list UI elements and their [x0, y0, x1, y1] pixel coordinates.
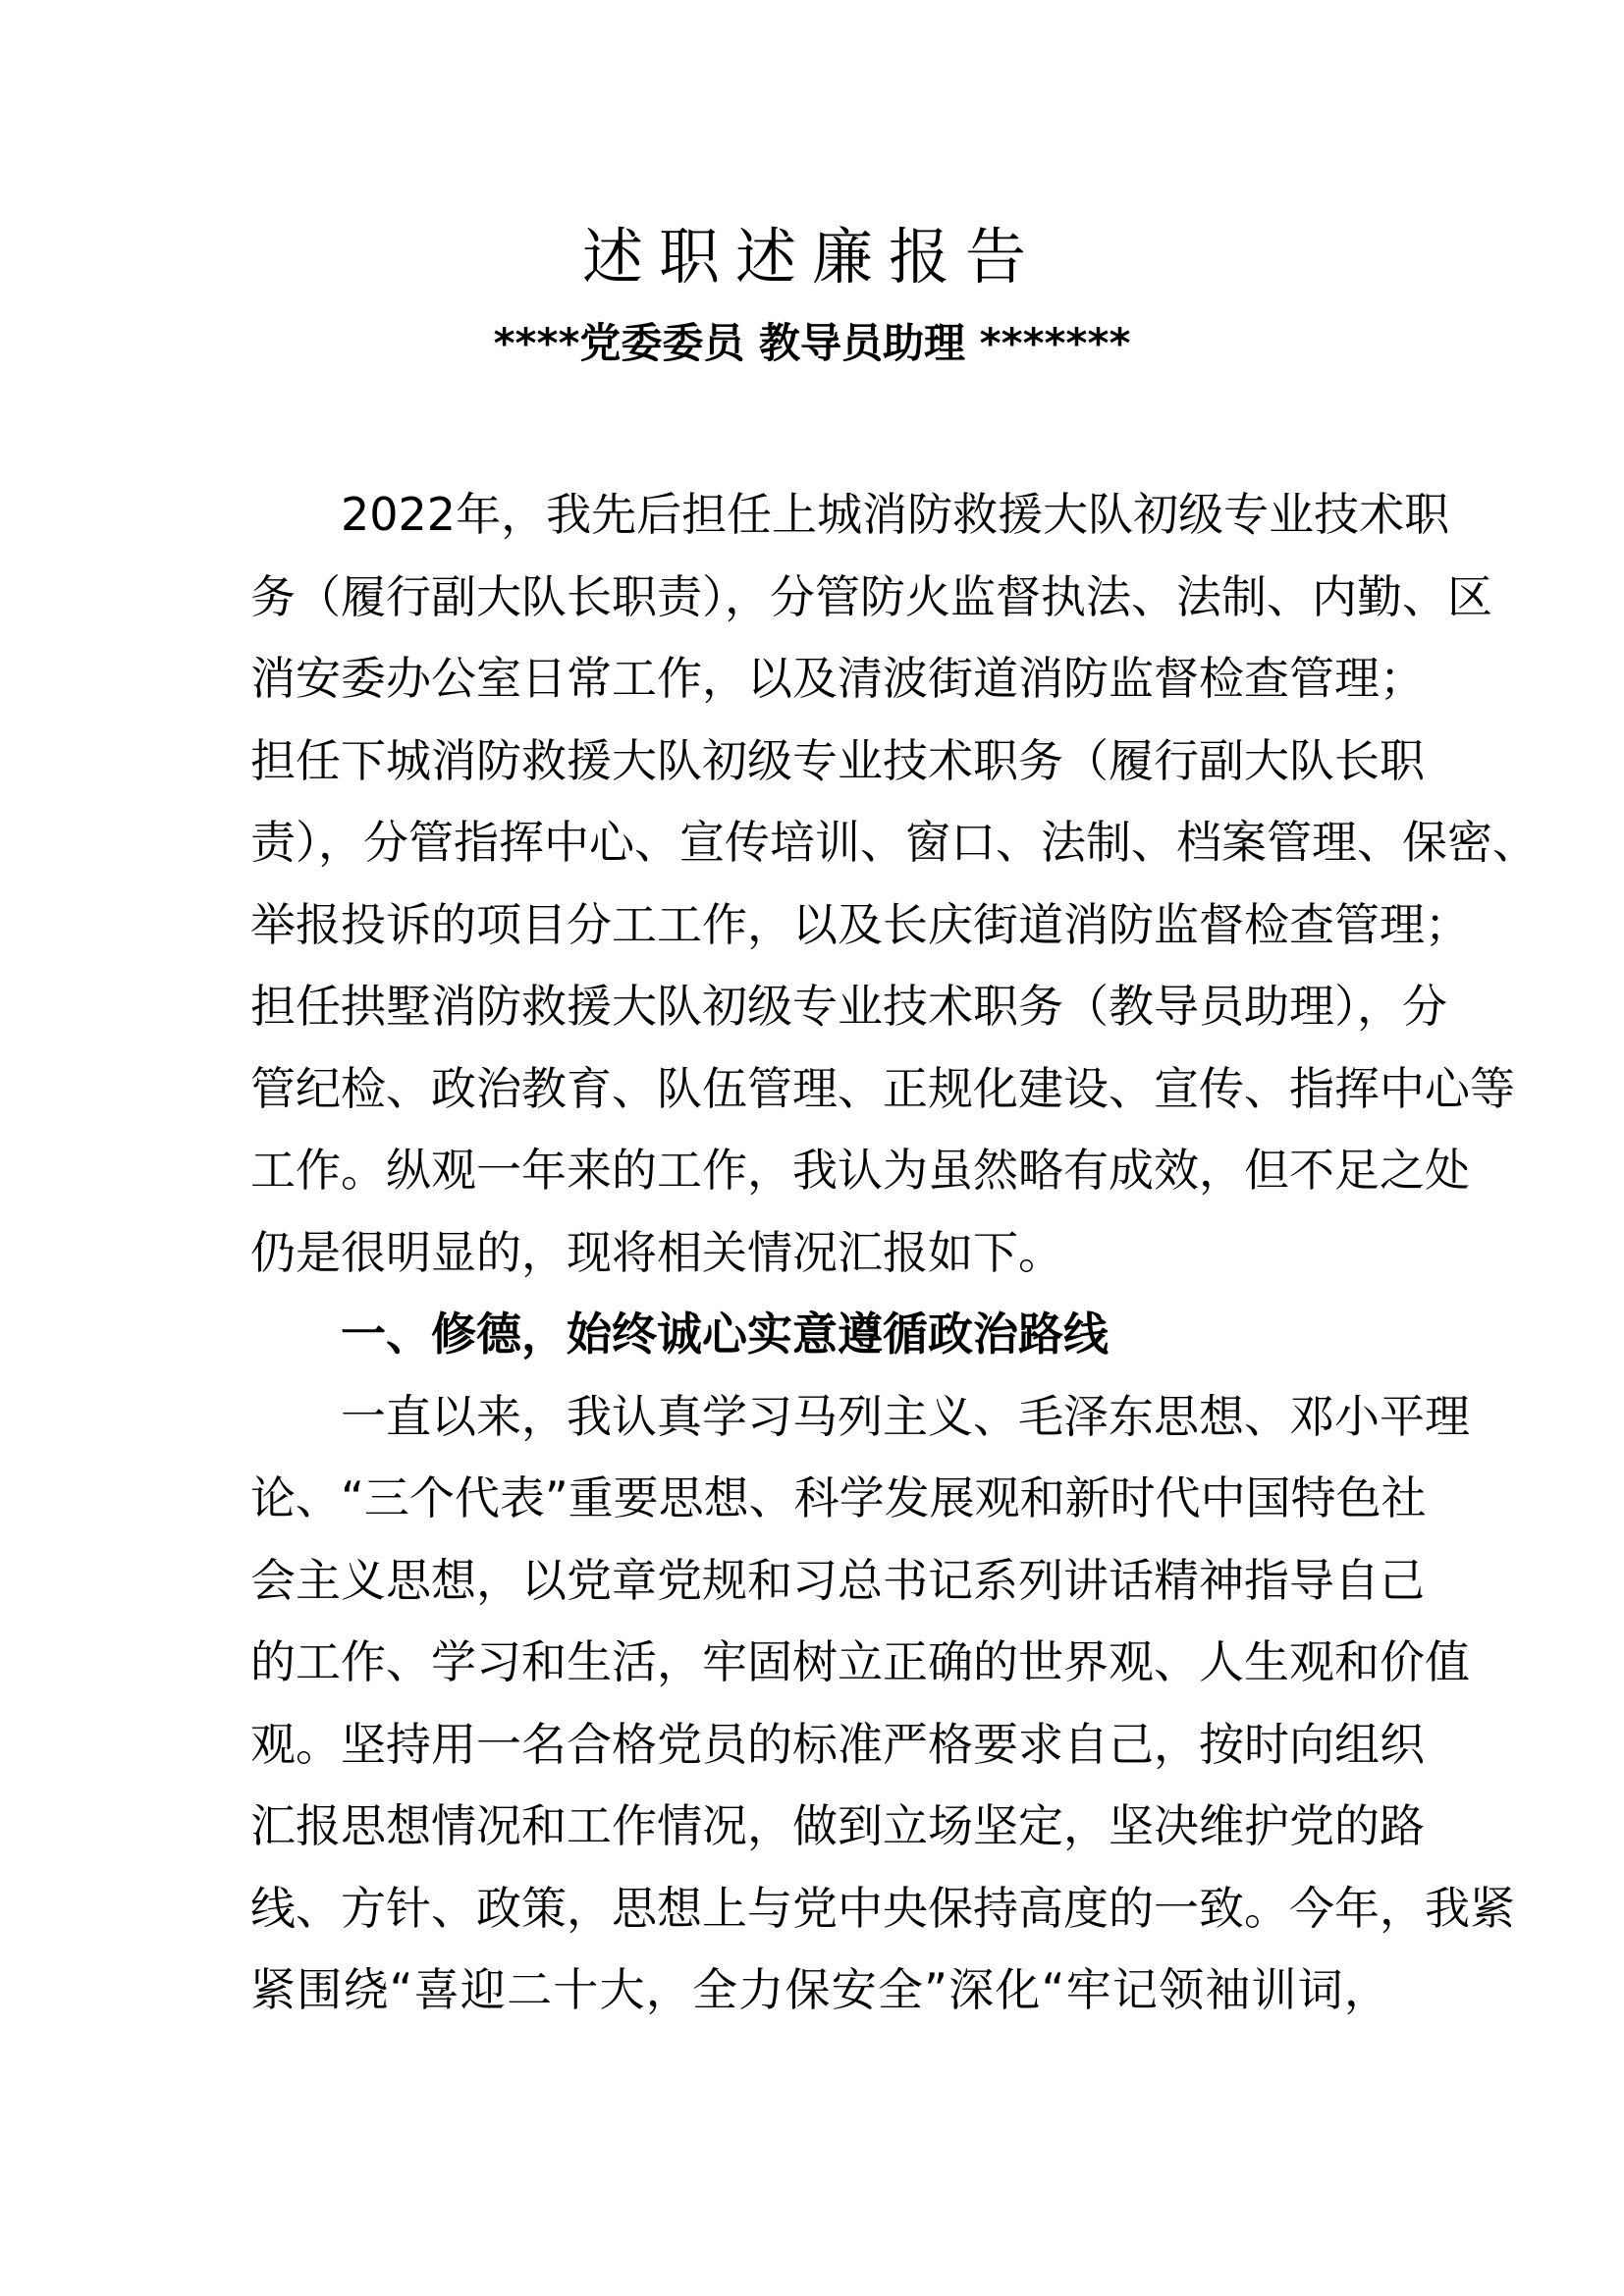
paragraph-line: 管纪检、政治教育、队伍管理、正规化建设、宣传、指挥中心等 [250, 1061, 1515, 1115]
paragraph-line: 仍是很明显的，现将相关情况汇报如下。 [250, 1225, 1063, 1279]
paragraph-line: 汇报思想情况和工作情况，做到立场坚定，坚决维护党的路 [250, 1799, 1425, 1852]
paragraph-line: 紧围绕“喜迎二十大，全力保安全”深化“牢记领袖训词， [250, 1963, 1389, 2016]
paragraph-line: 工作。纵观一年来的工作，我认为虽然略有成效，但不足之处 [250, 1144, 1470, 1197]
section-heading: 一、修德，始终诚心实意遵循政治路线 [341, 1308, 1109, 1361]
paragraph-line: 会主义思想，以党章党规和习总书记系列讲话精神指导自己 [250, 1553, 1425, 1607]
paragraph-line: 论、“三个代表”重要思想、科学发展观和新时代中国特色社 [250, 1471, 1427, 1524]
paragraph-line: 担任下城消防救援大队初级专业技术职务（履行副大队长职 [250, 733, 1425, 787]
document-subtitle: ****党委委员 教导员助理 ******* [493, 319, 1131, 367]
paragraph-line: 观。坚持用一名合格党员的标准严格要求自己，按时向组织 [250, 1717, 1425, 1771]
paragraph-line: 消安委办公室日常工作，以及清波街道消防监督检查管理； [250, 652, 1425, 705]
paragraph-line: 担任拱墅消防救援大队初级专业技术职务（教导员助理），分 [250, 980, 1447, 1033]
paragraph-line: 责），分管指挥中心、宣传培训、窗口、法制、档案管理、保密、 [250, 816, 1538, 869]
document-title: 述职述廉报告 [581, 221, 1042, 293]
document-body [250, 474, 1538, 2032]
paragraph-line: 2022年，我先后担任上城消防救援大队初级专业技术职 [341, 488, 1450, 541]
paragraph-line: 一直以来，我认真学习马列主义、毛泽东思想、邓小平理 [341, 1389, 1470, 1443]
paragraph-line: 线、方针、政策，思想上与党中央保持高度的一致。今年，我紧 [250, 1881, 1515, 1935]
paragraph-line: 的工作、学习和生活，牢固树立正确的世界观、人生观和价值 [250, 1635, 1470, 1688]
paragraph-line: 举报投诉的项目分工工作，以及长庆街道消防监督检查管理； [250, 897, 1470, 951]
paragraph-line: 务（履行副大队长职责），分管防火监督执法、法制、内勤、区 [250, 569, 1492, 623]
